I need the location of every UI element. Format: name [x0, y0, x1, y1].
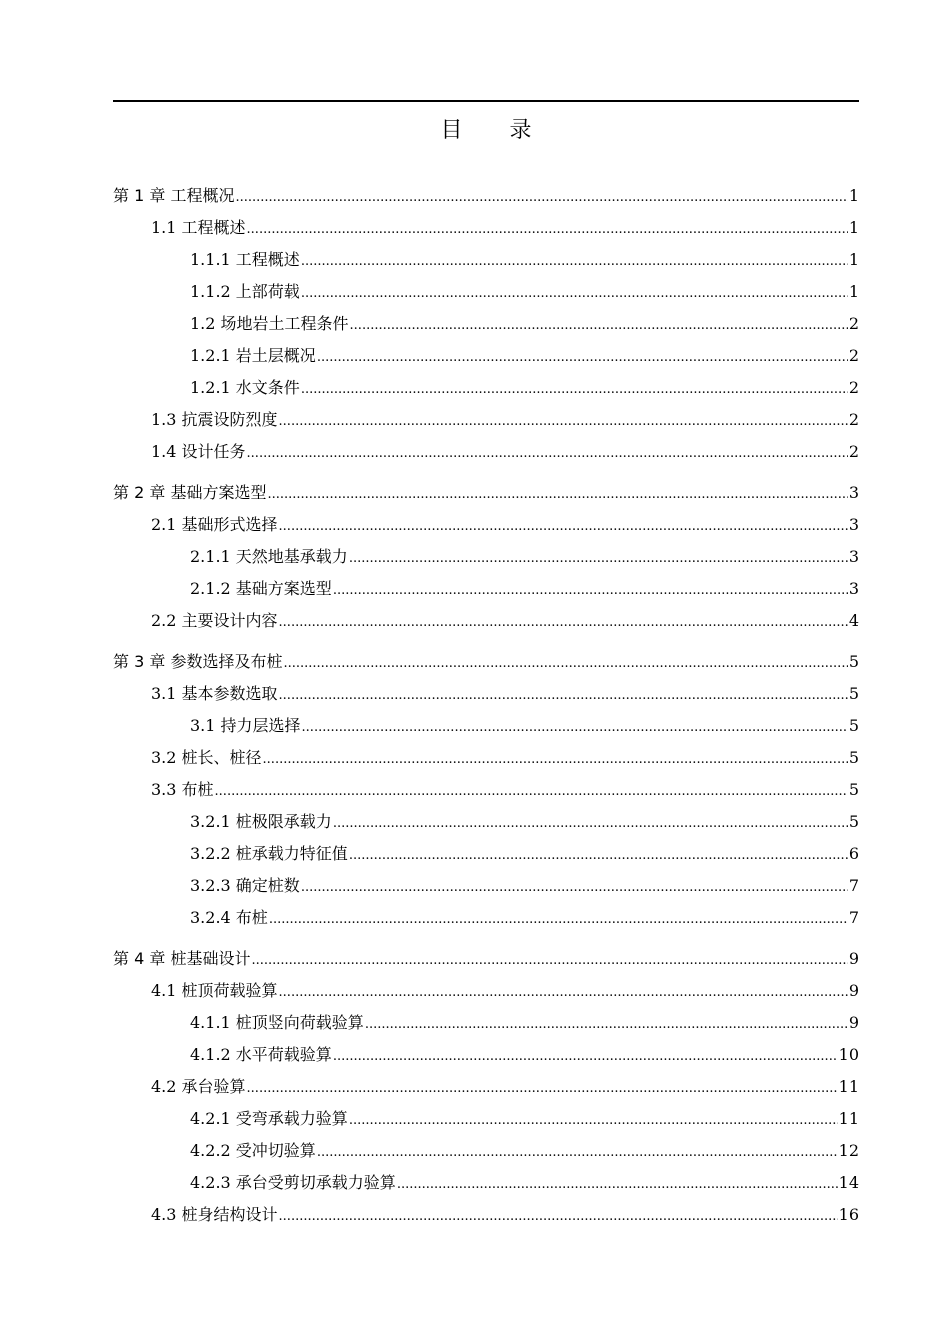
toc-entry[interactable] — [151, 778, 859, 802]
toc-page-number: 10 — [838, 1045, 859, 1064]
toc-page-number: 7 — [848, 876, 859, 895]
toc-entry-label: 3.2.4 布桩 — [190, 908, 268, 927]
dot-leader — [301, 874, 848, 898]
toc-entry[interactable] — [190, 842, 859, 866]
toc-entry-label: 3.1 基本参数选取 — [151, 684, 278, 703]
dot-leader — [302, 714, 848, 738]
toc-page-number: 5 — [848, 684, 859, 703]
toc-entry-label: 第 4 章 桩基础设计 — [113, 949, 251, 968]
dot-leader — [333, 1043, 838, 1067]
dot-leader — [349, 545, 848, 569]
toc-entry-label: 1.1 工程概述 — [151, 218, 246, 237]
toc-page-number: 2 — [848, 442, 859, 461]
toc-entry-label: 第 3 章 参数选择及布桩 — [113, 652, 283, 671]
toc-entry-label: 4.1.1 桩顶竖向荷载验算 — [190, 1013, 364, 1032]
toc-page-number: 9 — [848, 949, 859, 968]
toc-entry[interactable] — [190, 312, 859, 336]
toc-page-number: 2 — [848, 346, 859, 365]
toc-page-number: 9 — [848, 981, 859, 1000]
toc-entry[interactable] — [151, 408, 859, 432]
toc-entry[interactable] — [151, 440, 859, 464]
toc-entry[interactable] — [151, 216, 859, 240]
dot-leader — [283, 650, 847, 674]
toc-page-number: 1 — [848, 282, 859, 301]
toc-page-number: 16 — [838, 1205, 859, 1224]
toc-entry-label: 4.2.2 受冲切验算 — [190, 1141, 316, 1160]
dot-leader — [301, 280, 848, 304]
dot-leader — [251, 947, 847, 971]
dot-leader — [317, 1139, 838, 1163]
toc-entry[interactable] — [151, 1203, 859, 1227]
toc-page-number: 7 — [848, 908, 859, 927]
toc-entry-label: 1.2.1 水文条件 — [190, 378, 300, 397]
toc-page-number: 9 — [848, 1013, 859, 1032]
toc-chapter[interactable] — [113, 481, 859, 505]
dot-leader — [365, 1011, 848, 1035]
dot-leader — [301, 248, 848, 272]
dot-leader — [247, 216, 848, 240]
toc-page-number: 5 — [848, 748, 859, 767]
toc-page-number: 3 — [848, 515, 859, 534]
toc-page-number: 5 — [848, 652, 859, 671]
toc-entry-label: 4.2.3 承台受剪切承载力验算 — [190, 1173, 396, 1192]
dot-leader — [279, 1203, 838, 1227]
toc-entry[interactable] — [151, 682, 859, 706]
toc-entry-label: 2.1 基础形式选择 — [151, 515, 278, 534]
dot-leader — [279, 513, 848, 537]
dot-leader — [279, 682, 848, 706]
toc-page-number: 4 — [848, 611, 859, 630]
toc-page-number: 3 — [848, 579, 859, 598]
toc-entry-label: 1.1.1 工程概述 — [190, 250, 300, 269]
dot-leader — [263, 746, 848, 770]
toc-entry[interactable] — [190, 280, 859, 304]
toc-page-number: 3 — [848, 547, 859, 566]
dot-leader — [247, 440, 848, 464]
toc-chapter[interactable] — [113, 184, 859, 208]
toc-entry-label: 第 1 章 工程概况 — [113, 186, 235, 205]
toc-chapter[interactable] — [113, 947, 859, 971]
toc-entry-label: 4.1 桩顶荷载验算 — [151, 981, 278, 1000]
header-rule — [113, 100, 859, 102]
toc-entry[interactable] — [190, 1011, 859, 1035]
toc-entry[interactable] — [190, 1171, 859, 1195]
toc-entry[interactable] — [151, 609, 859, 633]
dot-leader — [215, 778, 848, 802]
dot-leader — [333, 577, 848, 601]
toc-page-number: 2 — [848, 378, 859, 397]
toc-entry[interactable] — [190, 545, 859, 569]
dot-leader — [279, 609, 848, 633]
toc-entry[interactable] — [151, 513, 859, 537]
toc-entry-label: 2.1.2 基础方案选型 — [190, 579, 332, 598]
toc-entry-label: 4.3 桩身结构设计 — [151, 1205, 278, 1224]
dot-leader — [317, 344, 848, 368]
dot-leader — [279, 979, 848, 1003]
toc-entry[interactable] — [190, 810, 859, 834]
toc-page-number: 5 — [848, 716, 859, 735]
toc-page-number: 3 — [848, 483, 859, 502]
toc-entry-label: 1.2 场地岩土工程条件 — [190, 314, 349, 333]
dot-leader — [349, 842, 848, 866]
dot-leader — [301, 376, 848, 400]
toc-page-number: 1 — [848, 250, 859, 269]
toc-entry-label: 3.2 桩长、桩径 — [151, 748, 262, 767]
toc-entry-label: 第 2 章 基础方案选型 — [113, 483, 267, 502]
toc-page-number: 1 — [848, 186, 859, 205]
dot-leader — [397, 1171, 838, 1195]
toc-page-number: 5 — [848, 812, 859, 831]
dot-leader — [269, 906, 848, 930]
toc-entry-label: 2.1.1 天然地基承载力 — [190, 547, 348, 566]
toc-entry-label: 4.1.2 水平荷载验算 — [190, 1045, 332, 1064]
toc-entry[interactable] — [190, 1107, 859, 1131]
toc-entry[interactable] — [190, 714, 859, 738]
toc-page-number: 5 — [848, 780, 859, 799]
toc-entry[interactable] — [190, 1139, 859, 1163]
toc-page-number: 6 — [848, 844, 859, 863]
dot-leader — [267, 481, 847, 505]
dot-leader — [279, 408, 848, 432]
toc-page-number: 12 — [838, 1141, 859, 1160]
toc-page-number: 2 — [848, 314, 859, 333]
dot-leader — [235, 184, 847, 208]
toc-entry[interactable] — [190, 906, 859, 930]
toc-entry[interactable] — [151, 1075, 859, 1099]
toc-page-number: 11 — [838, 1077, 859, 1096]
toc-entry-label: 2.2 主要设计内容 — [151, 611, 278, 630]
toc-entry-label: 4.2.1 受弯承载力验算 — [190, 1109, 348, 1128]
dot-leader — [349, 1107, 838, 1131]
toc-entry[interactable] — [151, 746, 859, 770]
toc-entry[interactable] — [190, 577, 859, 601]
toc-entry-label: 1.3 抗震设防烈度 — [151, 410, 278, 429]
toc-entry-label: 3.3 布桩 — [151, 780, 214, 799]
toc-entry[interactable] — [190, 1043, 859, 1067]
toc-entry-label: 3.2.1 桩极限承载力 — [190, 812, 332, 831]
toc-page-number: 2 — [848, 410, 859, 429]
toc-page-number: 14 — [838, 1173, 859, 1192]
toc-entry-label: 1.4 设计任务 — [151, 442, 246, 461]
toc-entry-label: 3.1 持力层选择 — [190, 716, 301, 735]
toc-entry-label: 1.2.1 岩土层概况 — [190, 346, 316, 365]
dot-leader — [247, 1075, 838, 1099]
dot-leader — [333, 810, 848, 834]
toc-entry[interactable] — [190, 248, 859, 272]
toc-page-number: 11 — [838, 1109, 859, 1128]
toc-chapter[interactable] — [113, 650, 859, 674]
toc-entry-label: 3.2.2 桩承载力特征值 — [190, 844, 348, 863]
toc-page-number: 1 — [848, 218, 859, 237]
toc-entry[interactable] — [151, 979, 859, 1003]
toc-entry-label: 1.1.2 上部荷载 — [190, 282, 300, 301]
dot-leader — [350, 312, 848, 336]
page-title: 目 录 — [440, 118, 552, 143]
toc-entry[interactable] — [190, 376, 859, 400]
toc-entry-label: 4.2 承台验算 — [151, 1077, 246, 1096]
toc-entry[interactable] — [190, 874, 859, 898]
toc-entry-label: 3.2.3 确定桩数 — [190, 876, 300, 895]
toc-entry[interactable] — [190, 344, 859, 368]
